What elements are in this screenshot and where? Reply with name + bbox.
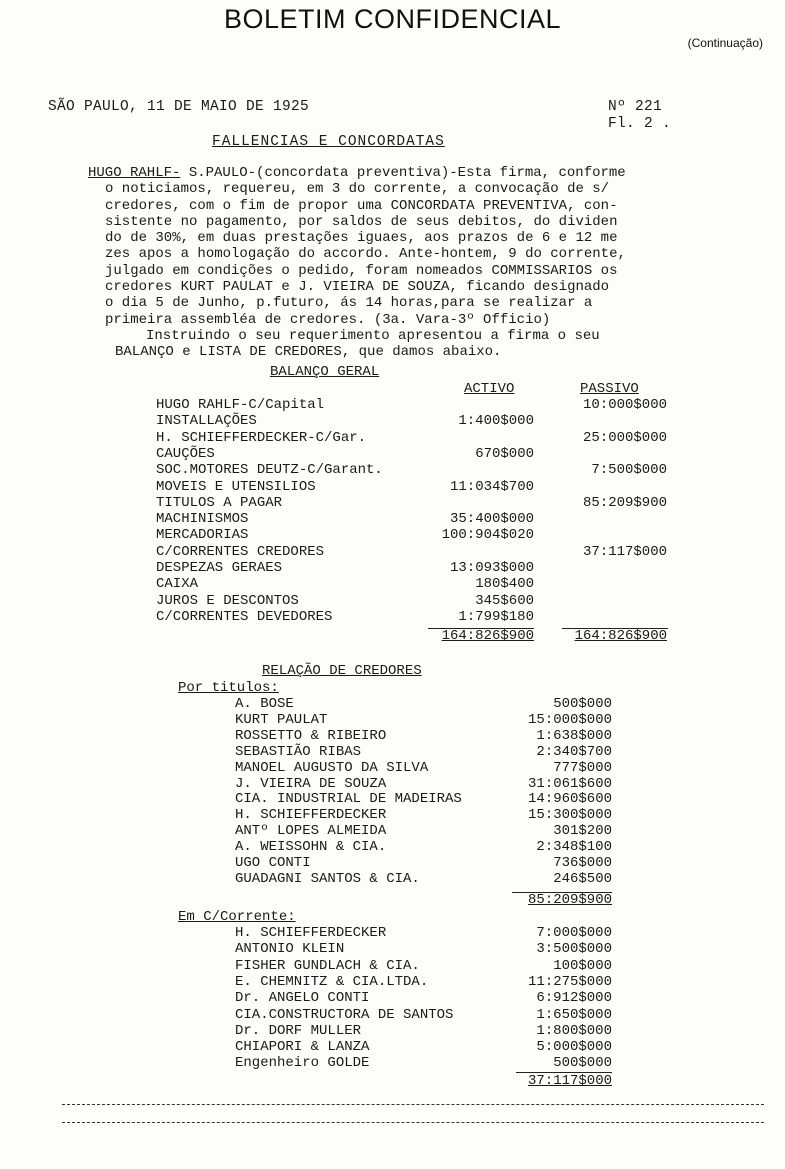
creditor-value: 7:000$000 (536, 925, 612, 941)
creditor-value: 11:275$000 (527, 973, 612, 990)
balance-row-activo: 180$400 (475, 576, 534, 593)
balance-row-label: MACHINISMOS (156, 511, 249, 528)
notice-line: o dia 5 de Junho, p.futuro, ás 14 horas,para se realizar a (105, 295, 593, 312)
creditor-value: 1:650$000 (536, 1006, 612, 1023)
balance-row-activo: 100:904$020 (441, 527, 534, 544)
creditor-name: ANTº LOPES ALMEIDA (235, 823, 387, 840)
balance-row-label: TITULOS A PAGAR (156, 494, 283, 511)
creditor-name: Engenheiro GOLDE (235, 1055, 370, 1072)
creditor-value: 5:000$000 (536, 1039, 612, 1056)
creditor-value: 14:960$600 (527, 791, 612, 808)
activo-header: ACTIVO (464, 381, 515, 397)
balance-row-label: CAIXA (156, 576, 199, 593)
firm-name: HUGO RAHLF- (88, 165, 181, 181)
creditor-name: H. SCHIEFFERDECKER (235, 807, 387, 824)
balance-title: BALANÇO GERAL (270, 364, 380, 380)
notice-line: Instruindo o seu requerimento apresentou a firma o seu (146, 327, 600, 344)
creditor-name: CIA.CONSTRUCTORA DE SANTOS (235, 1006, 454, 1023)
creditor-name: A. BOSE (235, 696, 294, 712)
balance-row-label: CAUÇÕES (156, 445, 215, 462)
creditor-value: 100$000 (553, 957, 612, 974)
balance-row-activo: 35:400$000 (449, 511, 534, 528)
bulletin-title: BOLETIM CONFIDENCIAL (223, 4, 562, 34)
creditor-name: FISHER GUNDLACH & CIA. (235, 957, 420, 974)
balance-row-activo: 13:093$000 (449, 560, 534, 576)
total-passivo: 164:826$900 (574, 628, 667, 644)
corrente-heading: Em C/Corrente: (178, 909, 296, 925)
passivo-header: PASSIVO (580, 381, 639, 397)
creditor-value: 736$000 (553, 855, 612, 871)
creditor-value: 15:000$000 (527, 711, 612, 728)
balance-row-passivo: 7:500$000 (591, 462, 667, 479)
creditor-value: 2:340$700 (536, 743, 612, 760)
creditor-name: ANTONIO KLEIN (235, 941, 345, 958)
notice-line: sistente no pagamento, por saldos de seus debitos, do dividen (105, 213, 618, 230)
balance-row-label: HUGO RAHLF-C/Capital (156, 397, 325, 413)
creditor-value: 2:348$100 (536, 839, 612, 856)
balance-row-activo: 1:400$000 (458, 413, 534, 430)
notice-line: BALANÇO e LISTA DE CREDORES, que damos abaixo. (115, 344, 502, 361)
balance-row-label: DESPEZAS GERAES (156, 560, 283, 576)
creditor-name: Dr. DORF MULLER (235, 1022, 362, 1039)
balance-row-label: SOC.MOTORES DEUTZ-C/Garant. (156, 462, 383, 479)
notice-line: o noticiamos, requereu, em 3 do corrente, a convocação de s/ (105, 181, 610, 198)
creditors-title: RELAÇÃO DE CREDORES (262, 663, 422, 679)
corrente-total: 37:117$000 (527, 1073, 612, 1089)
creditor-name: H. SCHIEFFERDECKER (235, 925, 387, 941)
balance-row-label: MERCADORIAS (156, 527, 249, 544)
notice-line: primeira assembléa de credores. (3a. Vara-3º Officio) (105, 311, 551, 328)
section-title: FALLENCIAS E CONCORDATAS (212, 134, 445, 150)
creditor-name: MANOEL AUGUSTO DA SILVA (235, 759, 429, 776)
balance-row-passivo: 10:000$000 (582, 397, 667, 413)
creditor-value: 3:500$000 (536, 941, 612, 958)
creditor-name: KURT PAULAT (235, 711, 328, 728)
creditor-value: 500$000 (553, 696, 612, 712)
balance-row-passivo: 25:000$000 (582, 429, 667, 446)
notice-line: S.PAULO-(concordata preventiva)-Esta firma, conforme (188, 165, 626, 181)
creditor-name: J. VIEIRA DE SOUZA (235, 775, 387, 792)
creditor-name: UGO CONTI (235, 855, 311, 871)
balance-row-label: C/CORRENTES CREDORES (156, 543, 325, 560)
creditor-name: CHIAPORI & LANZA (235, 1039, 370, 1056)
titulos-total: 85:209$900 (527, 892, 612, 908)
creditor-name: Dr. ANGELO CONTI (235, 990, 370, 1007)
creditor-value: 31:061$600 (527, 775, 612, 792)
dateline: SÃO PAULO, 11 DE MAIO DE 1925 (48, 99, 310, 115)
balance-row-activo: 1:799$180 (458, 608, 534, 625)
creditor-value: 6:912$000 (536, 990, 612, 1007)
creditor-name: GUADAGNI SANTOS & CIA. (235, 870, 420, 887)
balance-row-label: MOVEIS E UTENSILIOS (156, 478, 316, 495)
balance-row-activo: 670$000 (475, 445, 534, 462)
creditor-value: 246$500 (553, 870, 612, 887)
creditor-name: A. WEISSOHN & CIA. (235, 839, 387, 856)
notice-paragraph (88, 165, 626, 361)
creditor-value: 1:638$000 (536, 727, 612, 744)
notice-line: do de 30%, em duas prestações iguaes, aos prazos de 6 e 12 me (105, 230, 618, 247)
balance-row-activo: 345$600 (475, 592, 534, 609)
creditor-value: 777$000 (553, 759, 612, 776)
creditor-value: 15:300$000 (527, 807, 612, 824)
titulos-heading: Por titulos: (178, 680, 279, 696)
notice-line: credores, com o fim de propor uma CONCORDATA PREVENTIVA, con- (105, 197, 618, 214)
continuation-label: (Continuação) (687, 36, 763, 50)
bulletin-number: Nº 221 (608, 99, 663, 115)
balance-row-passivo: 37:117$000 (582, 543, 667, 560)
notice-line: julgado em condições o pedido, foram nomeados COMMISSARIOS os (105, 262, 618, 279)
balance-row-label: INSTALLAÇÕES (156, 413, 257, 430)
creditor-name: E. CHEMNITZ & CIA.LTDA. (235, 973, 429, 990)
balance-row-activo: 11:034$700 (449, 478, 534, 495)
footer-rule (62, 1122, 764, 1123)
creditor-value: 1:800$000 (536, 1022, 612, 1039)
balance-row-label: H. SCHIEFFERDECKER-C/Gar. (156, 429, 367, 446)
balance-row-label: C/CORRENTES DEVEDORES (156, 608, 333, 625)
notice-line: credores KURT PAULAT e J. VIEIRA DE SOUZA, ficando designado (105, 279, 610, 296)
balance-row-passivo: 85:209$900 (582, 494, 667, 511)
creditor-name: CIA. INDUSTRIAL DE MADEIRAS (235, 791, 462, 808)
sheet-number: Fl. 2 . (608, 116, 672, 132)
creditor-name: SEBASTIÃO RIBAS (235, 743, 362, 760)
footer-rule (62, 1104, 764, 1105)
total-activo: 164:826$900 (441, 628, 534, 644)
creditor-value: 301$200 (553, 823, 612, 840)
balance-row-label: JUROS E DESCONTOS (156, 592, 299, 609)
creditor-name: ROSSETTO & RIBEIRO (235, 727, 387, 744)
creditor-value: 500$000 (553, 1055, 612, 1072)
notice-line: zes apos a homologação do accordo. Ante-hontem, 9 do corrente, (105, 246, 626, 263)
